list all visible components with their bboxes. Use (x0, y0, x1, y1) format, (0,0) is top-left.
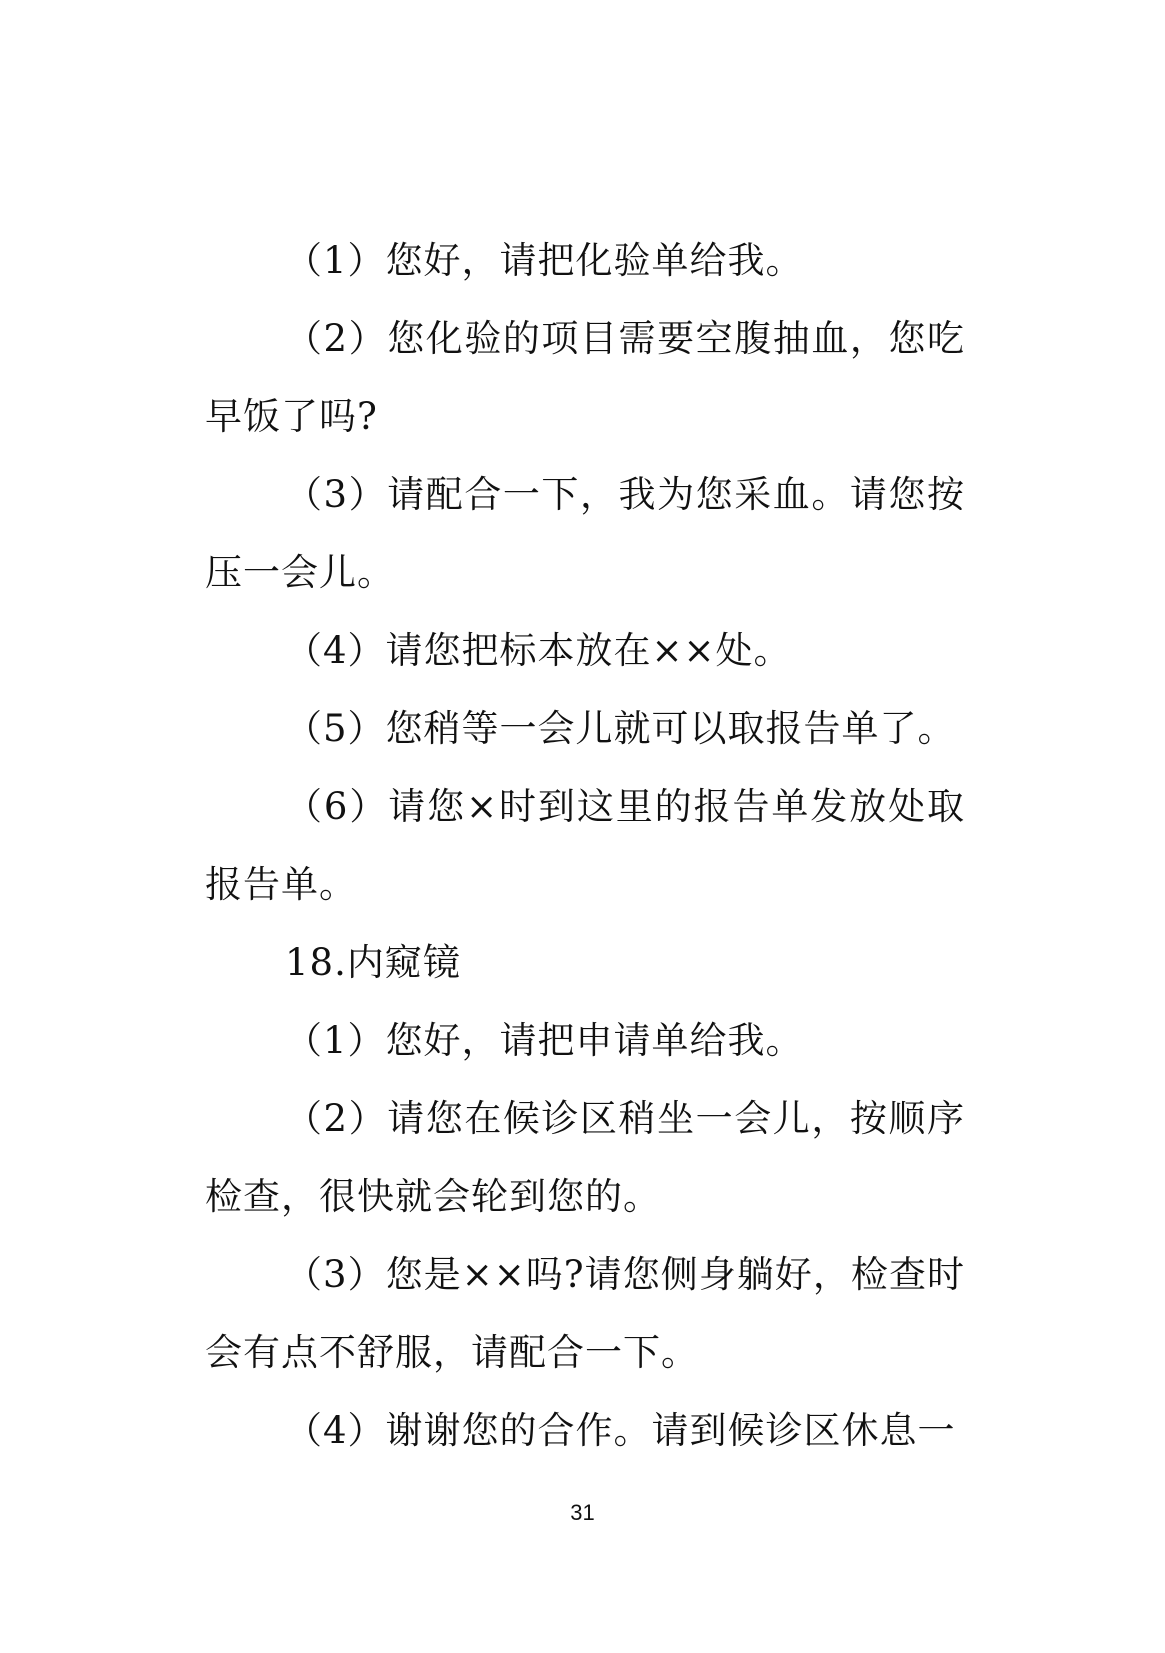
paragraph-6: （6）请您×时到这里的报告单发放处取报告单。 (205, 785, 965, 906)
section-paragraph-4: （4）谢谢您的合作。请到候诊区休息一 (285, 1409, 956, 1452)
section-paragraph-1: （1）您好，请把申请单给我。 (285, 1019, 804, 1062)
section-paragraph-3: （3）您是××吗?请您侧身躺好，检查时会有点不舒服，请配合一下。 (205, 1253, 965, 1374)
paragraph-1: （1）您好，请把化验单给我。 (285, 239, 804, 282)
section-heading: 18.内窥镜 (285, 941, 461, 984)
paragraph-2: （2）您化验的项目需要空腹抽血，您吃早饭了吗? (205, 317, 965, 438)
paragraph-4: （4）请您把标本放在××处。 (285, 629, 792, 672)
paragraph-5: （5）您稍等一会儿就可以取报告单了。 (285, 707, 956, 750)
body-text (205, 222, 965, 1470)
page-number: 31 (570, 1500, 595, 1525)
paragraph-3: （3）请配合一下，我为您采血。请您按压一会儿。 (205, 473, 965, 594)
section-paragraph-2: （2）请您在候诊区稍坐一会儿，按顺序检查，很快就会轮到您的。 (205, 1097, 965, 1218)
